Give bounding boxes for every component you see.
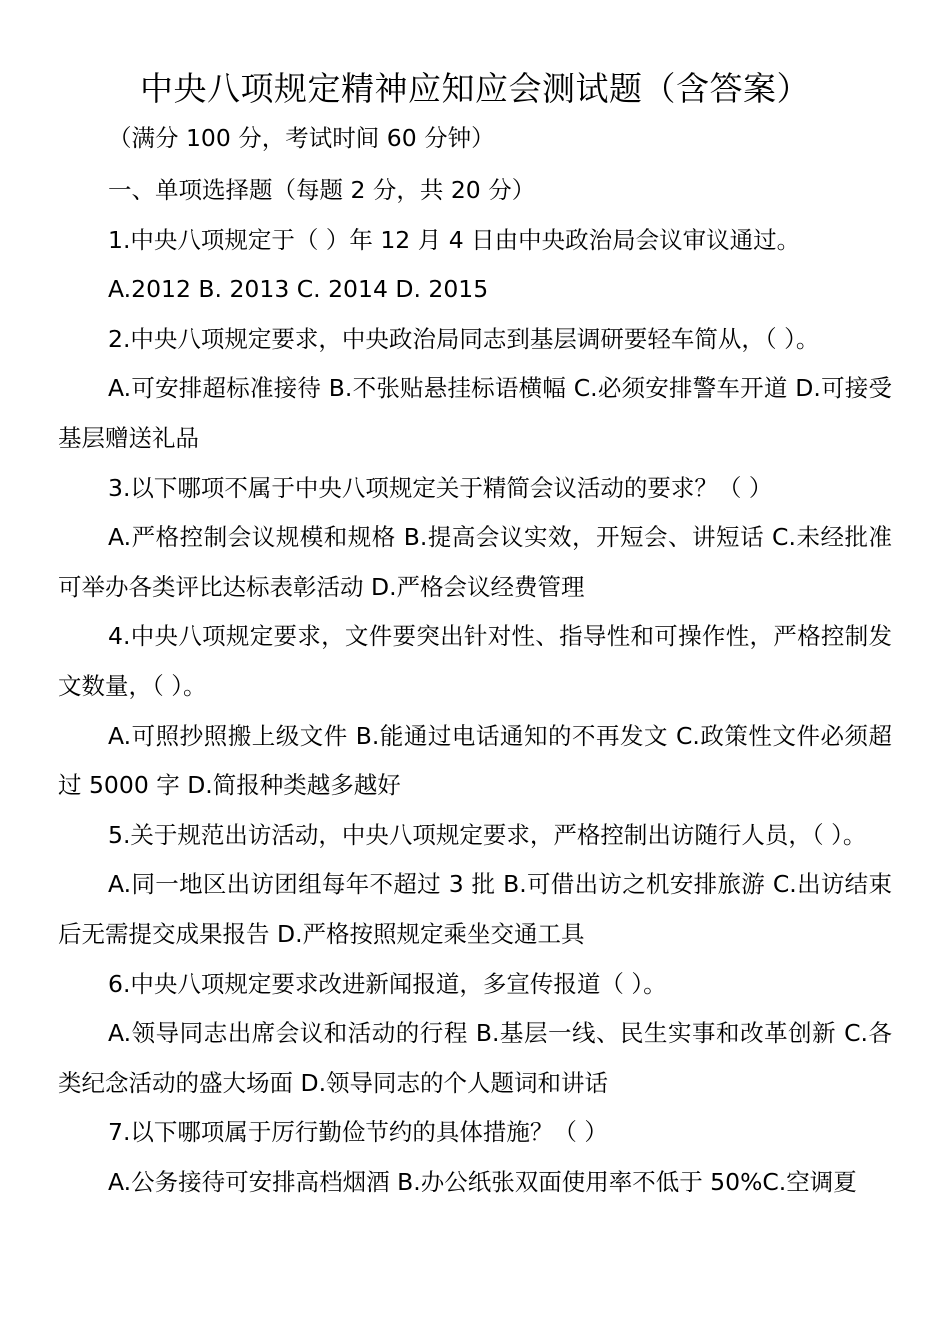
question-stem: 6.中央八项规定要求改进新闻报道，多宣传报道（ ）。	[108, 969, 667, 998]
question-stem: 4.中央八项规定要求，文件要突出针对性、指导性和可操作性，严格控制发文数量，（ ）。	[58, 622, 892, 700]
document-body	[58, 166, 892, 1207]
section-heading: 一、单项选择题（每题 2 分，共 20 分）	[108, 176, 536, 204]
question-options: A.可安排超标准接待 B.不张贴悬挂标语横幅 C.必须安排警车开道 D.可接受基层赠送礼品	[58, 374, 892, 452]
question-options: A.可照抄照搬上级文件 B.能通过电话通知的不再发文 C.政策性文件必须超过 5000 字 D.简报种类越多越好	[58, 721, 892, 800]
page-title: 中央八项规定精神应知应会测试题（含答案）	[140, 69, 810, 108]
question-options: A.领导同志出席会议和活动的行程 B.基层一线、民生实事和改革创新 C.各类纪念活动的盛大场面 D.领导同志的个人题词和讲话	[58, 1019, 892, 1097]
question-stem: 1.中央八项规定于（ ）年 12 月 4 日由中央政治局会议审议通过。	[108, 225, 801, 254]
question-options: A.2012 B. 2013 C. 2014 D. 2015	[108, 275, 489, 304]
question-options: A.严格控制会议规模和规格 B.提高会议实效，开短会、讲短话 C.未经批准可举办各类评比达标表彰活动 D.严格会议经费管理	[58, 523, 892, 601]
question-stem: 7.以下哪项属于厉行勤俭节约的具体措施？（ ）	[108, 1118, 608, 1147]
question-options: A.同一地区出访团组每年不超过 3 批 B.可借出访之机安排旅游 C.出访结束后无需提交成果报告 D.严格按照规定乘坐交通工具	[58, 870, 892, 948]
question-stem: 2.中央八项规定要求，中央政治局同志到基层调研要轻车简从，（ ）。	[108, 324, 820, 353]
question-options: A.公务接待可安排高档烟酒 B.办公纸张双面使用率不低于 50%C.空调夏	[108, 1167, 857, 1196]
exam-info: （满分 100 分，考试时间 60 分钟）	[108, 124, 495, 152]
question-stem: 5.关于规范出访活动，中央八项规定要求，严格控制出访随行人员，（ ）。	[108, 820, 867, 849]
question-stem: 3.以下哪项不属于中央八项规定关于精简会议活动的要求？（ ）	[108, 473, 773, 502]
